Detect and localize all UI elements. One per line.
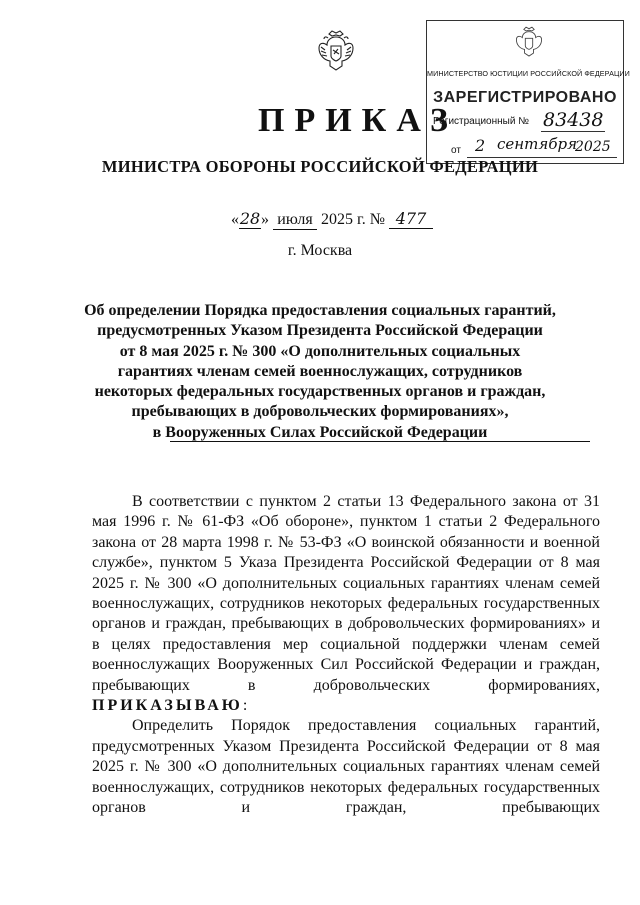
stamp-status: ЗАРЕГИСТРИРОВАНО xyxy=(433,89,617,106)
order-word: ПРИКАЗЫВАЮ xyxy=(92,697,243,715)
document-body xyxy=(92,492,600,819)
date-month: июля xyxy=(273,211,317,230)
order-line xyxy=(92,696,600,716)
date-year: 2025 г. xyxy=(321,211,366,228)
heading-line: некоторых федеральных государственных органов и граждан, xyxy=(94,383,546,401)
stamp-date-day: 2 xyxy=(475,136,486,155)
stamp-ministry-name: МИНИСТЕРСТВО ЮСТИЦИИ РОССИЙСКОЙ ФЕДЕРАЦИИ xyxy=(427,69,630,78)
body-paragraph: В соответствии с пунктом 2 статьи 13 Федерального закона от 31 мая 1996 г. № 61-ФЗ «Об обороне», пунктом 1 статьи 2 Федерального закона от 28 марта 1998 г. № 53-ФЗ «О воинской обязанности и военной службе», пунктом 5 Указа Президента Российской Федерации от 8 мая 2025 г. № 300 «О дополнительных социальных гарантиях членам семей военнослужащих, сотрудников некоторых федеральных государственных органов и граждан, пребывающих в добровольческих формированиях» и в целях предоставления мер социальной поддержки членам семей военнослужащих Вооруженных Сил Российской Федерации и граждан, пребывающих в добровольческих формированиях, xyxy=(92,493,600,694)
russian-coat-of-arms-icon xyxy=(316,28,356,74)
heading-line: гарантиях членам семей военнослужащих, сотрудников xyxy=(117,362,523,380)
heading-rule xyxy=(170,441,590,442)
order-colon: : xyxy=(242,697,248,715)
stamp-date-month: сентября xyxy=(497,135,578,153)
issuing-authority: МИНИСТРА ОБОРОНЫ РОССИЙСКОЙ ФЕДЕРАЦИИ xyxy=(101,157,539,176)
heading-line: пребывающих в добровольческих формированиях», xyxy=(131,403,509,421)
russian-coat-of-arms-icon xyxy=(513,25,545,59)
heading-line: в Вооруженных Силах Российской Федерации xyxy=(152,423,488,441)
document-title: ПРИКАЗ xyxy=(258,102,458,139)
document-date-line xyxy=(231,209,433,230)
document-heading xyxy=(60,301,580,443)
document-number: 477 xyxy=(389,209,433,229)
stamp-date-year: 2025 xyxy=(575,139,611,155)
stamp-date-label: от xyxy=(451,145,461,156)
heading-line: предусмотренных Указом Президента Российской Федерации xyxy=(97,322,543,340)
document-city: г. Москва xyxy=(287,242,353,259)
stamp-number-label: Регистрационный № xyxy=(433,116,529,127)
heading-line: от 8 мая 2025 г. № 300 «О дополнительных социальных xyxy=(119,342,521,360)
body-paragraph: Определить Порядок предоставления социальных гарантий, предусмотренных Указом Президента Российской Федерации от 8 мая 2025 г. № 300 «О дополнительных социальных гарантиях членам семей военнослужащих, сотрудников некоторых федеральных государственных органов и граждан, пребывающих xyxy=(92,717,600,817)
number-sign: № xyxy=(369,211,386,228)
registration-stamp xyxy=(426,20,630,164)
heading-line: Об определении Порядка предоставления социальных гарантий, xyxy=(84,302,556,319)
stamp-number: 83438 xyxy=(543,109,604,131)
date-close-quote: » xyxy=(261,211,269,228)
date-open-quote: « xyxy=(231,211,239,228)
date-day: 28 xyxy=(239,209,261,228)
